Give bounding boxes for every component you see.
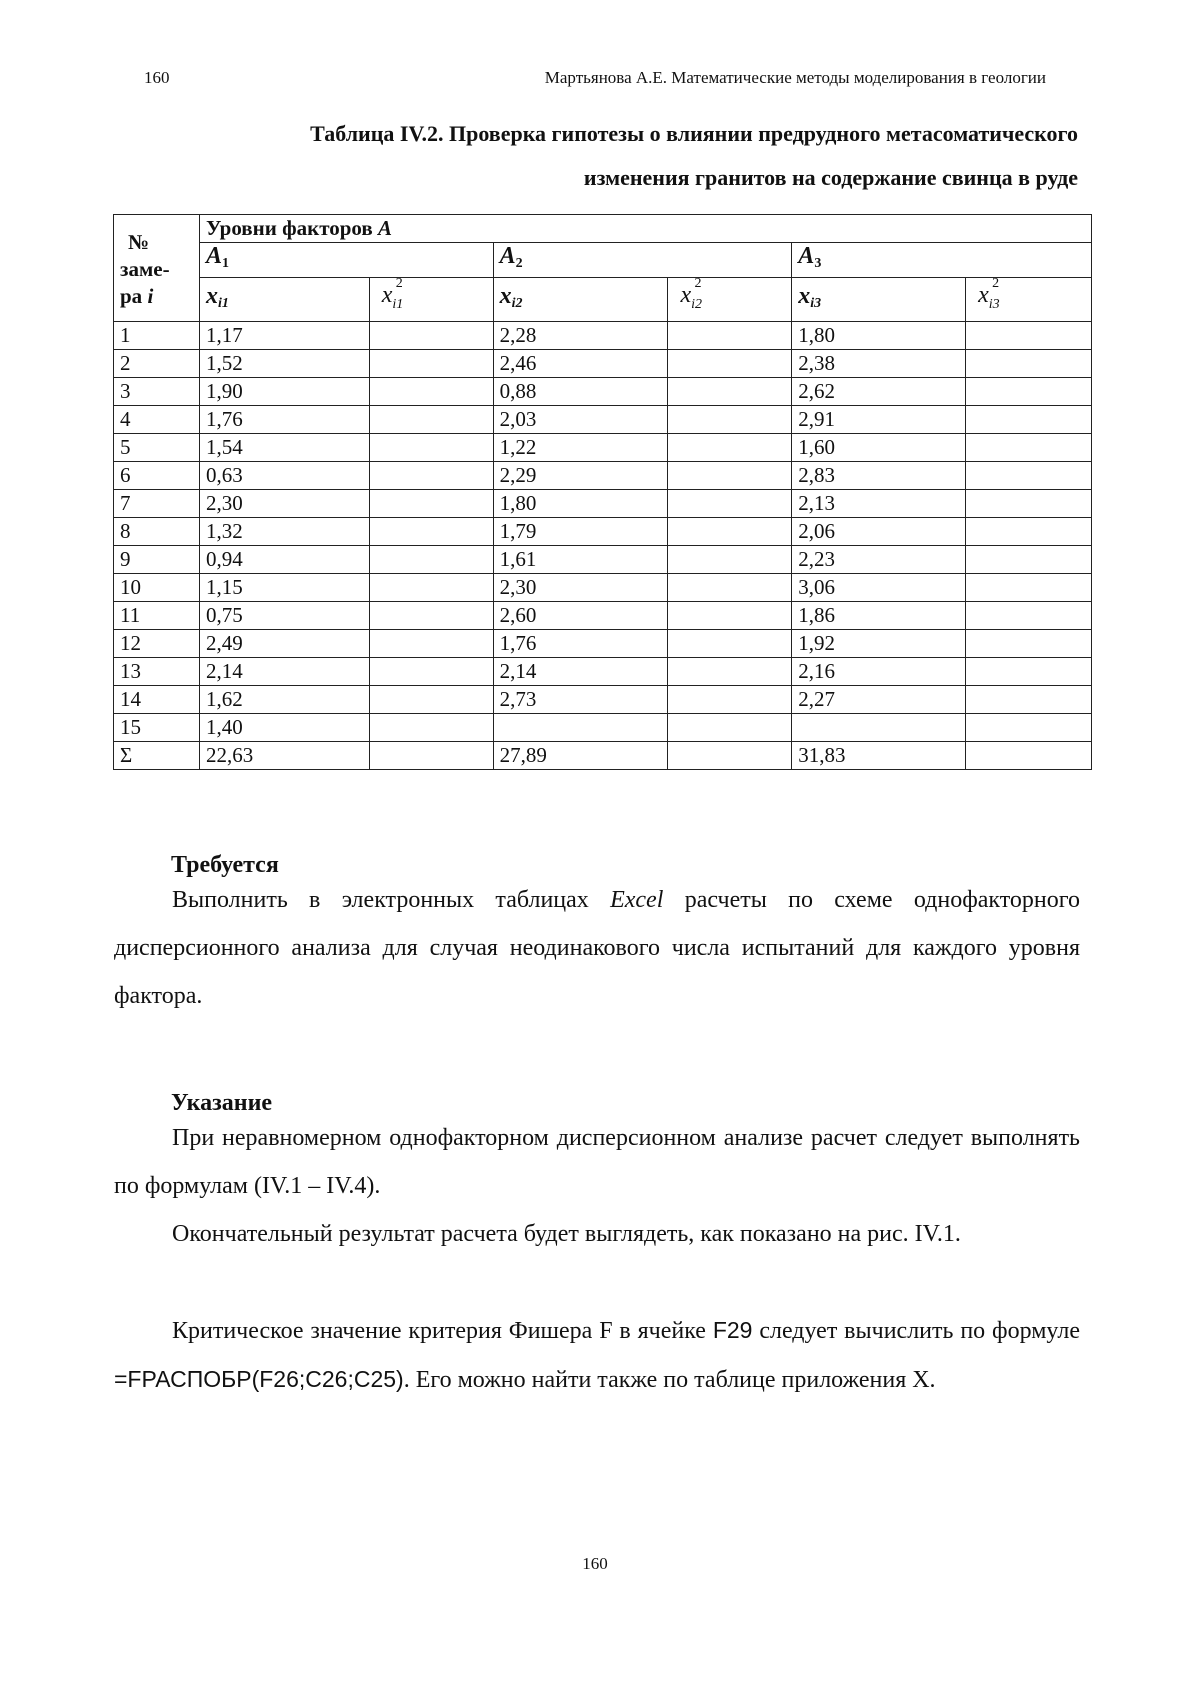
cell-x-i1: 1,32	[199, 518, 369, 546]
heading-instruction: Указание	[171, 1090, 273, 1116]
instruction-p1-text: При неравномерном однофакторном дисперсионном анализе расчет следует выполнять по формулам (IV.1 – IV.4).	[114, 1125, 1080, 1199]
cell-x-i2-squared	[668, 714, 792, 742]
cell-x-i1-squared	[369, 658, 493, 686]
running-title: Мартьянова А.Е. Математические методы моделирования в геологии	[544, 68, 1046, 87]
cell-x-i1-squared	[369, 630, 493, 658]
table-row	[114, 406, 1092, 434]
header-level-a2	[493, 243, 792, 278]
header-num-var: i	[147, 283, 154, 308]
cell-x-i1: 2,14	[199, 658, 369, 686]
cell-x-i3: 1,60	[792, 434, 966, 462]
table-row	[114, 546, 1092, 574]
cell-x-i1: 0,63	[199, 462, 369, 490]
cell-x-i2-squared	[668, 350, 792, 378]
cell-x-i3: 31,83	[792, 742, 966, 770]
cell-x-i1-squared	[369, 686, 493, 714]
header-level-a1	[199, 243, 493, 278]
instruction-p3-b: следует вычислить по формуле	[752, 1318, 1080, 1344]
level-a2-name: A	[499, 243, 516, 269]
cell-x-i3: 2,62	[792, 378, 966, 406]
cell-x-i1: 2,30	[199, 490, 369, 518]
cell-x-i3: 1,86	[792, 602, 966, 630]
header-level-a3	[792, 243, 1092, 278]
cell-x-i2	[493, 714, 668, 742]
x-i2-sub: i2	[511, 295, 523, 311]
level-a3-name: A	[798, 243, 815, 269]
required-text-b: расчеты по схеме однофакторного дисперсионного анализа для случая неодинакового числа испытаний для каждого уровня фактора.	[114, 887, 1080, 1009]
cell-x-i2-squared	[668, 490, 792, 518]
cell-sample-number: 9	[114, 546, 200, 574]
cell-x-i2: 2,30	[493, 574, 668, 602]
level-a1-name: A	[205, 243, 222, 269]
cell-x-i1-squared	[369, 462, 493, 490]
cell-x-i3: 2,23	[792, 546, 966, 574]
cell-x-i3-squared	[966, 630, 1092, 658]
header-num-line2: заме-	[120, 256, 170, 281]
cell-x-i1: 1,52	[199, 350, 369, 378]
cell-sample-number: 5	[114, 434, 200, 462]
cell-x-i2-squared	[668, 462, 792, 490]
table-caption	[200, 112, 1078, 200]
cell-x-i3: 2,83	[792, 462, 966, 490]
cell-x-i2-squared	[668, 630, 792, 658]
cell-x-i2: 2,73	[493, 686, 668, 714]
instruction-p3-formula: =FРАСПОБР(F26;C26;C25)	[114, 1366, 404, 1392]
cell-x-i2-squared	[668, 546, 792, 574]
x-i3-var: x	[798, 282, 811, 309]
table-header-row-1	[114, 215, 1092, 243]
cell-x-i1-squared	[369, 742, 493, 770]
level-a2-idx: 2	[515, 256, 523, 271]
header-x-i3-squared	[966, 275, 1092, 322]
cell-x-i3-squared	[966, 406, 1092, 434]
cell-x-i3: 2,91	[792, 406, 966, 434]
cell-x-i3: 2,06	[792, 518, 966, 546]
cell-x-i1-squared	[369, 490, 493, 518]
cell-x-i1: 1,90	[199, 378, 369, 406]
cell-x-i1: 1,40	[199, 714, 369, 742]
header-x-i1-squared	[369, 275, 493, 322]
cell-sample-number: 8	[114, 518, 200, 546]
cell-x-i1-squared	[369, 546, 493, 574]
cell-x-i2-squared	[668, 742, 792, 770]
cell-x-i2: 1,80	[493, 490, 668, 518]
cell-x-i3-squared	[966, 322, 1092, 350]
cell-sample-number: 3	[114, 378, 200, 406]
cell-x-i2: 0,88	[493, 378, 668, 406]
cell-sample-number: 6	[114, 462, 200, 490]
required-text-a: Выполнить в электронных таблицах	[172, 887, 611, 913]
cell-x-i3-squared	[966, 518, 1092, 546]
cell-x-i2: 2,29	[493, 462, 668, 490]
cell-x-i2-squared	[668, 378, 792, 406]
footer-page-number: 160	[582, 1554, 608, 1573]
cell-x-i2: 2,14	[493, 658, 668, 686]
paragraph-instruction-2	[114, 1210, 1080, 1258]
x2-i1-sub: i1	[392, 296, 404, 312]
level-a1-idx: 1	[221, 256, 229, 271]
cell-x-i2: 1,22	[493, 434, 668, 462]
cell-x-i1-squared	[369, 434, 493, 462]
cell-sample-number: 7	[114, 490, 200, 518]
cell-sample-number: 11	[114, 602, 200, 630]
caption-line-1: Таблица IV.2. Проверка гипотезы о влиянии предрудного метасоматического	[310, 121, 1078, 146]
cell-x-i2: 1,61	[493, 546, 668, 574]
cell-x-i3-squared	[966, 602, 1092, 630]
paragraph-instruction-1	[114, 1114, 1080, 1210]
x-i1-var: x	[205, 282, 218, 309]
header-num-line3	[120, 283, 199, 310]
cell-x-i1: 1,76	[199, 406, 369, 434]
x2-i2-sup: 2	[694, 275, 702, 291]
cell-x-i3: 2,27	[792, 686, 966, 714]
cell-x-i2: 2,03	[493, 406, 668, 434]
cell-x-i2-squared	[668, 658, 792, 686]
x2-i3-sub: i3	[988, 296, 1000, 312]
cell-x-i2-squared	[668, 406, 792, 434]
table-row	[114, 490, 1092, 518]
cell-x-i3-squared	[966, 574, 1092, 602]
cell-sample-number: Σ	[114, 742, 200, 770]
table-row	[114, 378, 1092, 406]
cell-x-i2-squared	[668, 574, 792, 602]
instruction-p3-cell: F29	[712, 1317, 753, 1343]
cell-x-i3-squared	[966, 434, 1092, 462]
x2-i3-var: x	[978, 281, 989, 308]
table-row	[114, 350, 1092, 378]
x-i2-var: x	[499, 282, 512, 309]
cell-x-i1: 1,62	[199, 686, 369, 714]
x2-i2-sub: i2	[691, 296, 702, 312]
cell-x-i1: 2,49	[199, 630, 369, 658]
cell-x-i3-squared	[966, 742, 1092, 770]
header-x-i2-squared	[668, 275, 792, 322]
table-row	[114, 658, 1092, 686]
factor-var: A	[378, 216, 393, 240]
cell-x-i1-squared	[369, 574, 493, 602]
paragraph-instruction-3	[114, 1306, 1080, 1404]
cell-x-i2-squared	[668, 434, 792, 462]
cell-x-i1-squared	[369, 602, 493, 630]
x-i3-sub: i3	[810, 295, 822, 311]
cell-x-i3: 2,38	[792, 350, 966, 378]
table-row	[114, 630, 1092, 658]
table-row	[114, 714, 1092, 742]
header-x-i2	[493, 278, 668, 322]
header-factor-levels	[199, 215, 1091, 243]
header-num-line3-text: ра	[120, 283, 143, 308]
cell-x-i2-squared	[668, 518, 792, 546]
cell-x-i2-squared	[668, 686, 792, 714]
cell-x-i1-squared	[369, 378, 493, 406]
table-row	[114, 518, 1092, 546]
x2-i2-var: x	[680, 281, 692, 308]
paragraph-required	[114, 876, 1080, 1020]
cell-x-i2: 2,60	[493, 602, 668, 630]
cell-x-i3-squared	[966, 714, 1092, 742]
header-sample-number	[114, 215, 200, 322]
instruction-p2-text: Окончательный результат расчета будет выглядеть, как показано на рис. IV.1.	[172, 1221, 961, 1247]
cell-x-i3-squared	[966, 462, 1092, 490]
cell-x-i2: 1,76	[493, 630, 668, 658]
x2-i1-var: x	[381, 281, 393, 308]
header-x-i1	[199, 278, 369, 322]
instruction-p3-a: Критическое значение критерия Фишера F в ячейке	[172, 1318, 713, 1344]
header-page-number: 160	[144, 68, 170, 87]
cell-sample-number: 15	[114, 714, 200, 742]
cell-x-i3-squared	[966, 350, 1092, 378]
cell-x-i3: 1,80	[792, 322, 966, 350]
table-row	[114, 602, 1092, 630]
cell-sample-number: 12	[114, 630, 200, 658]
level-a3-idx: 3	[814, 256, 822, 271]
cell-x-i3-squared	[966, 378, 1092, 406]
cell-x-i3: 2,13	[792, 490, 966, 518]
header-num-sign: №	[128, 229, 150, 254]
cell-x-i2: 2,46	[493, 350, 668, 378]
cell-sample-number: 13	[114, 658, 200, 686]
cell-x-i2-squared	[668, 602, 792, 630]
table-row	[114, 742, 1092, 770]
cell-x-i1-squared	[369, 714, 493, 742]
cell-sample-number: 14	[114, 686, 200, 714]
cell-x-i1: 22,63	[199, 742, 369, 770]
cell-x-i3-squared	[966, 686, 1092, 714]
table-header-row-2	[114, 243, 1092, 278]
cell-x-i1: 1,17	[199, 322, 369, 350]
cell-x-i3: 2,16	[792, 658, 966, 686]
cell-sample-number: 10	[114, 574, 200, 602]
required-text-excel: Excel	[610, 887, 664, 913]
cell-x-i2-squared	[668, 322, 792, 350]
cell-x-i3-squared	[966, 658, 1092, 686]
header-x-i3	[792, 278, 966, 322]
table-row	[114, 574, 1092, 602]
table-row	[114, 462, 1092, 490]
cell-x-i1-squared	[369, 322, 493, 350]
cell-sample-number: 2	[114, 350, 200, 378]
cell-x-i3-squared	[966, 490, 1092, 518]
table-row	[114, 434, 1092, 462]
cell-x-i1-squared	[369, 406, 493, 434]
caption-line-2: изменения гранитов на содержание свинца в руде	[583, 165, 1078, 190]
cell-x-i1: 1,15	[199, 574, 369, 602]
x2-i3-sup: 2	[992, 275, 1000, 291]
cell-sample-number: 1	[114, 322, 200, 350]
cell-x-i3-squared	[966, 546, 1092, 574]
factor-header-text: Уровни факторов	[205, 216, 373, 240]
cell-x-i2: 1,79	[493, 518, 668, 546]
cell-sample-number: 4	[114, 406, 200, 434]
x2-i1-sup: 2	[395, 275, 403, 291]
table-row	[114, 322, 1092, 350]
data-table	[113, 214, 1092, 770]
cell-x-i3: 1,92	[792, 630, 966, 658]
cell-x-i2: 27,89	[493, 742, 668, 770]
cell-x-i2: 2,28	[493, 322, 668, 350]
table-body	[114, 322, 1092, 770]
table-header-row-3	[114, 278, 1092, 322]
heading-required: Требуется	[171, 852, 279, 878]
table-row	[114, 686, 1092, 714]
cell-x-i1-squared	[369, 518, 493, 546]
cell-x-i1-squared	[369, 350, 493, 378]
cell-x-i1: 0,94	[199, 546, 369, 574]
cell-x-i1: 0,75	[199, 602, 369, 630]
cell-x-i3	[792, 714, 966, 742]
instruction-p3-c: . Его можно найти также по таблице приложения X.	[403, 1367, 936, 1393]
x-i1-sub: i1	[217, 295, 229, 311]
cell-x-i3: 3,06	[792, 574, 966, 602]
cell-x-i1: 1,54	[199, 434, 369, 462]
